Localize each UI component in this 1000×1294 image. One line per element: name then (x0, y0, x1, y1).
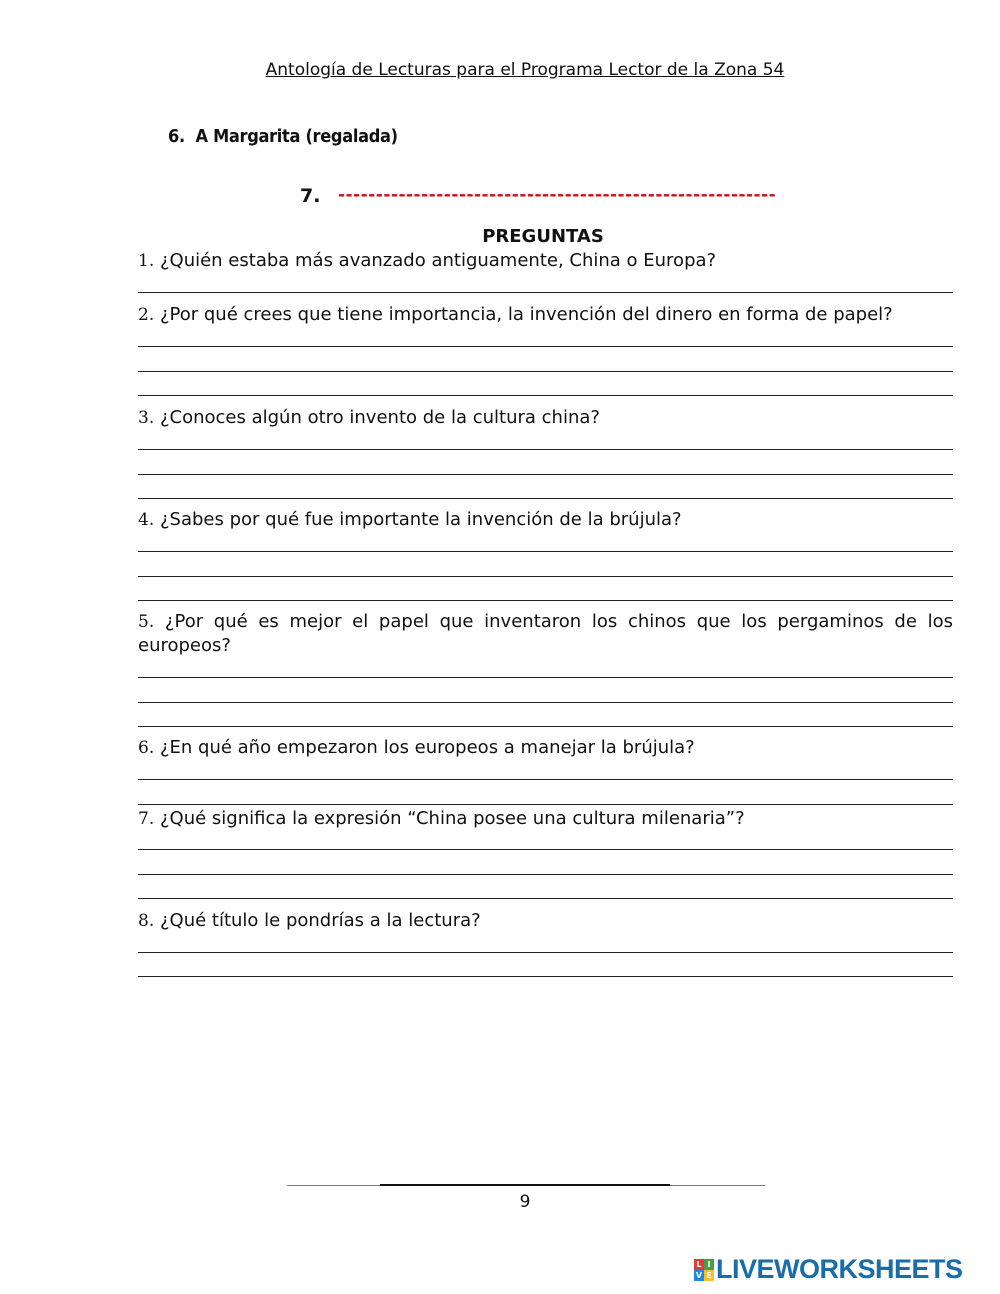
question-text: ¿En qué año empezaron los europeos a manejar la brújula? (159, 737, 695, 758)
question-3 (138, 406, 953, 430)
answer-line[interactable] (138, 346, 953, 347)
question-6 (138, 736, 953, 760)
question-8 (138, 909, 953, 933)
header-title: Antología de Lecturas para el Programa Lector de la Zona 54 (265, 60, 785, 80)
question-text: ¿Quién estaba más avanzado antiguamente, China o Europa? (159, 250, 717, 271)
page-number: 9 (519, 1192, 531, 1212)
question-number: 8. (138, 911, 155, 931)
question-number: 6. (138, 738, 155, 758)
list-item-6 (168, 126, 398, 147)
answer-line[interactable] (138, 292, 953, 293)
question-number: 7. (138, 809, 155, 829)
questions-title: PREGUNTAS (482, 226, 604, 247)
question-2 (138, 303, 953, 327)
answer-line[interactable] (138, 677, 953, 678)
answer-line[interactable] (138, 449, 953, 450)
question-text: ¿Qué título le pondrías a la lectura? (159, 910, 481, 931)
list-item-7-number: 7. (300, 185, 321, 207)
list-item-text: A Margarita (regalada) (195, 126, 398, 147)
answer-line[interactable] (138, 702, 953, 703)
answer-line[interactable] (138, 976, 953, 977)
answer-line[interactable] (138, 952, 953, 953)
answer-line[interactable] (138, 551, 953, 552)
answer-line[interactable] (138, 576, 953, 577)
question-text: ¿Por qué crees que tiene importancia, la invención del dinero en forma de papel? (159, 304, 893, 325)
answer-line[interactable] (138, 849, 953, 850)
answer-line[interactable] (138, 600, 953, 601)
answer-line[interactable] (138, 474, 953, 475)
answer-line[interactable] (138, 779, 953, 780)
question-7 (138, 807, 953, 831)
question-number: 1. (138, 251, 155, 271)
question-text: ¿Por qué es mejor el papel que inventaron los chinos que los pergaminos de los europeos? (138, 611, 953, 656)
answer-line[interactable] (138, 726, 953, 727)
question-4 (138, 508, 953, 532)
question-number: 2. (138, 305, 155, 325)
question-number: 5. (138, 612, 155, 632)
logo-letter: L (694, 1259, 704, 1270)
question-number: 4. (138, 510, 155, 530)
question-5 (138, 610, 953, 657)
list-item-7-dashes: ---------------------------------------------------------- (338, 185, 777, 205)
answer-line[interactable] (138, 371, 953, 372)
answer-line[interactable] (138, 498, 953, 499)
answer-line[interactable] (138, 898, 953, 899)
list-item-number: 6. (168, 126, 185, 147)
page-header (0, 60, 1000, 80)
question-text: ¿Conoces algún otro invento de la cultura china? (159, 407, 600, 428)
question-1 (138, 249, 953, 273)
liveworksheets-logo-icon (694, 1259, 714, 1281)
logo-letter: V (695, 1270, 703, 1280)
answer-line[interactable] (138, 874, 953, 875)
question-text: ¿Sabes por qué fue importante la invención de la brújula? (159, 509, 682, 530)
answer-line[interactable] (138, 804, 953, 805)
question-number: 3. (138, 408, 155, 428)
footer-rule-bold (380, 1184, 670, 1186)
logo-letter: E (704, 1270, 714, 1281)
liveworksheets-logo (694, 1254, 963, 1285)
logo-letter: I (704, 1259, 714, 1270)
answer-line[interactable] (138, 395, 953, 396)
logo-text: LIVEWORKSHEETS (716, 1254, 963, 1284)
question-text: ¿Qué significa la expresión “China posee una cultura milenaria”? (159, 808, 745, 829)
